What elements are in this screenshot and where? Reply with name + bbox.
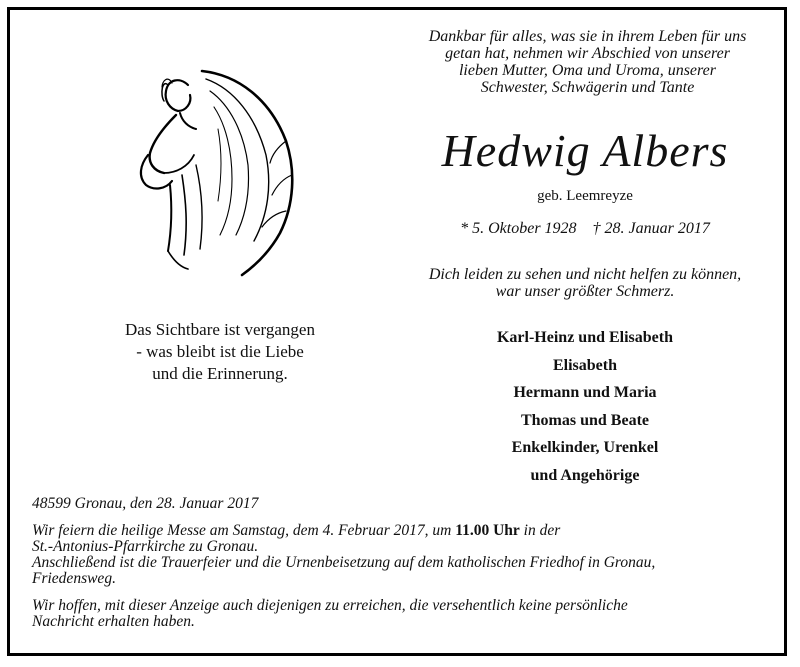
service-time: 11.00 Uhr <box>455 522 520 539</box>
quote-text <box>400 266 770 300</box>
intro-line: getan hat, nehmen wir Abschied von unserer <box>445 45 730 62</box>
poem-line: und die Erinnerung. <box>152 364 288 383</box>
quote-line: Dich leiden zu sehen und nicht helfen zu können, <box>428 266 742 283</box>
poem-line: Das Sichtbare ist vergangen <box>125 320 315 339</box>
service-line-4: Friedensweg. <box>32 570 116 587</box>
intro-line: Schwester, Schwägerin und Tante <box>480 79 695 96</box>
deceased-name: Hedwig Albers <box>441 125 729 176</box>
intro-line: Dankbar für alles, was sie in ihrem Leben für uns <box>428 28 747 45</box>
quote-line: war unser größter Schmerz. <box>495 283 675 300</box>
intro-text <box>395 28 780 96</box>
mourner-item: Hermann und Maria <box>513 384 657 401</box>
mourner-item: Elisabeth <box>552 356 617 374</box>
death-date: † 28. Januar 2017 <box>592 220 710 237</box>
service-line-1 <box>32 523 777 539</box>
mourner-item: Thomas und Beate <box>520 411 650 429</box>
service-text: in der <box>519 522 561 539</box>
birth-date: * 5. Oktober 1928 <box>460 220 577 237</box>
mourners-list <box>400 324 770 489</box>
life-dates <box>400 219 770 239</box>
place-date <box>32 496 777 512</box>
note-line-1: Wir hoffen, mit dieser Anzeige auch diejenigen zu erreichen, die versehentlich keine persönliche <box>32 597 628 614</box>
poem-line: - was bleibt ist die Liebe <box>136 342 304 361</box>
service-line-3: Anschließend ist die Trauerfeier und die Urnenbeisetzung auf dem katholischen Friedhof in Gronau, <box>32 554 656 571</box>
bottom-text <box>32 496 777 641</box>
closing-note <box>32 598 777 630</box>
service-info <box>32 523 777 587</box>
mourner-item: Karl-Heinz und Elisabeth <box>496 329 674 346</box>
poem-text <box>40 319 400 385</box>
birth-name: geb. Leemreyze <box>537 188 633 204</box>
service-text: Wir feiern die heilige Messe am Samstag, dem 4. Februar 2017, um <box>32 522 456 539</box>
note-line-2: Nachricht erhalten haben. <box>32 613 195 630</box>
mourner-item: und Angehörige <box>530 466 640 484</box>
intro-line: lieben Mutter, Oma und Uroma, unserer <box>458 62 716 79</box>
service-line-2: St.-Antonius-Pfarrkirche zu Gronau. <box>32 538 259 555</box>
mourner-item: Enkelkinder, Urenkel <box>511 439 659 456</box>
angel-icon <box>110 55 310 285</box>
place-date-line: 48599 Gronau, den 28. Januar 2017 <box>32 495 259 512</box>
